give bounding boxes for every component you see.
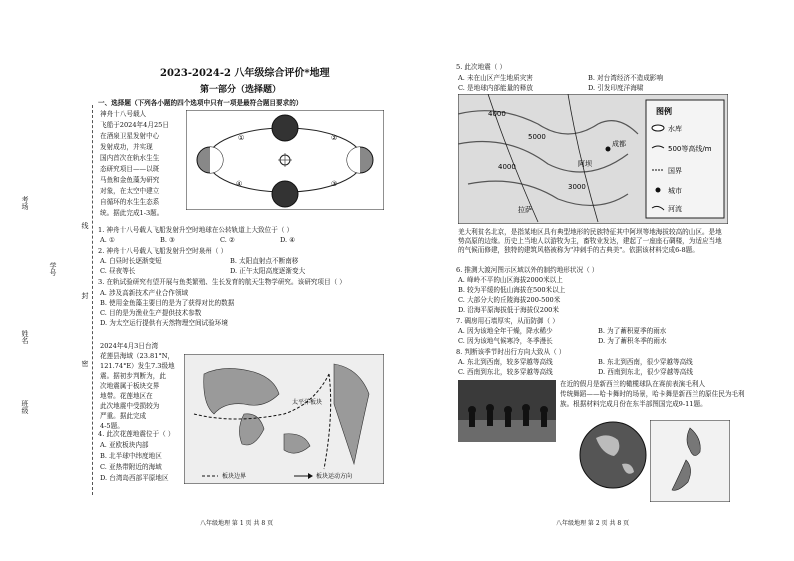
page-footer-1: 八年级地理 第 1 页 共 8 页	[200, 520, 274, 527]
q6-stem: 6. 推测大渡河图示区域以外的制约地形状况（ ）	[456, 266, 599, 274]
binding-hall-label: 考场	[21, 196, 29, 210]
binding-line	[92, 105, 93, 495]
q1-option: B. ③	[160, 236, 175, 244]
page-footer-2: 八年级地理 第 2 页 共 8 页	[556, 520, 630, 527]
q2-option: C. 昼夜等长	[100, 267, 136, 275]
binding-class-label: 班级	[21, 400, 29, 414]
q5-option: D. 引发印度洋海啸	[588, 84, 644, 92]
q7-stem: 7. 碉房用石墙厚实，从而防御（ ）	[456, 317, 559, 325]
q2-stem: 2. 神舟十八号载人飞船发射升空时泉州（ ）	[98, 247, 228, 255]
intro1-line: 统。据此完成1-3题。	[100, 209, 164, 217]
q1-option: A. ①	[100, 236, 115, 244]
intro2-line: 次地震属于板块交界	[100, 382, 160, 390]
q2-option: D. 正午太阳高度逐渐变大	[230, 267, 306, 275]
intro1-line: 发射成功，并实现	[100, 143, 153, 151]
q3-option: D. 为太空运行提供有天然物理空间试验环境	[100, 319, 228, 327]
binding-dash-label: 密	[81, 360, 89, 367]
legend-boundary: 板块边界	[222, 473, 247, 480]
legend-item: 500等高线/m	[668, 145, 712, 153]
orbit-label: ③	[331, 180, 338, 188]
q8-stem: 8. 判断该季节时出行方向大致从（ ）	[456, 348, 566, 356]
orbit-label: ②	[331, 134, 338, 142]
orbit-label: ①	[238, 134, 245, 142]
q5-option: B. 对台湾经济不造成影响	[588, 74, 663, 82]
q8-option: B. 东北到西南，很少穿越等高线	[598, 358, 693, 366]
orbit-label: ④	[236, 180, 243, 188]
passage2: 羌大利贫名北京，是指某地区具有典型地形的民族特征其中阿坝等地海拔较高的山区。是地势高原的边缘。历史上当地人以游牧为主，畜牧业发达，建起了一座座石碉楼，为适应当地的气候而修建，独特的建筑风格被称为"冲刺手的古典美"。依据该材料完成6-8题。	[458, 228, 722, 254]
legend-title: 图例	[656, 107, 672, 116]
contour-label: 4000	[488, 110, 506, 118]
nz-inset-map	[650, 420, 730, 502]
part-title: 第一部分（选择题）	[200, 85, 282, 95]
q3-option: C. 目的是为渔业生产提供技术参数	[100, 309, 202, 317]
q1-option: C. ②	[220, 236, 235, 244]
intro2-line: 2024年4月3日台湾	[100, 342, 159, 350]
q3-option: B. 使用金鱼藻主要目的是为了获得对比的数据	[100, 299, 235, 307]
orbit-diagram	[186, 110, 384, 210]
intro1-line: 国内首次在轨水生生	[100, 154, 160, 162]
contour-label: 4000	[498, 163, 516, 171]
binding-seat-label: 学号	[49, 262, 57, 276]
q4-option: A. 亚欧板块内部	[100, 441, 149, 449]
q2-option: B. 太阳直射点不断南移	[230, 257, 299, 265]
contour-label: 5000	[528, 133, 546, 141]
intro2-line: 花莲县海域（23.81°N，	[100, 352, 175, 360]
q7-option: D. 为了蓄积冬季的雨水	[598, 337, 667, 345]
q7-option: C. 因为该地气候寒冷，冬季漫长	[458, 337, 553, 345]
intro1-line: 对象，在太空中建立	[100, 187, 160, 195]
intro1-line: 态研究项目——以斑	[100, 165, 160, 173]
legend-motion: 板块运动方向	[316, 473, 353, 480]
passage3-line: 传统舞蹈——哈卡舞时的场景，哈卡舞是新西兰的原住民为毛利	[560, 390, 745, 398]
q5-option: A. 未在山区产生地质灾害	[458, 74, 533, 82]
q8-option: A. 东北到西南，较多穿越等高线	[458, 358, 553, 366]
place-label: 阿坝	[578, 160, 592, 168]
intro1-line: 在酒泉卫星发射中心	[100, 132, 160, 140]
intro2-line: 严重。据此完成	[100, 412, 147, 420]
q8-option: D. 西南到东北，很少穿越等高线	[598, 368, 693, 376]
q3-option: A. 涉及高新技术产业合作领域	[100, 289, 189, 297]
passage3-line: 族。根据材料完成月份在东半部图国完成9-11题。	[560, 400, 707, 408]
q4-option: B. 北半球中纬度地区	[100, 452, 162, 460]
q3-stem: 3. 在轨试验研究有望开展与鱼类繁殖、生长发育的航天生物学研究。该研究项目（ ）	[98, 278, 346, 286]
q1-option: D. ④	[280, 236, 296, 244]
passage3-line: 在近的假月是新西兰的橄榄球队在赛前表演毛利人	[560, 380, 706, 388]
q8-option: C. 西南到东北，较多穿越等高线	[458, 368, 553, 376]
intro2-line: 此次地震中受损较为	[100, 402, 160, 410]
legend-item: 城市	[668, 187, 682, 195]
globe-image	[578, 420, 648, 490]
intro2-line: 4-5题。	[100, 422, 124, 430]
q7-option: B. 为了蓄积夏季的雨水	[598, 327, 667, 335]
haka-photo	[458, 380, 556, 442]
q4-option: C. 亚热带附近的海域	[100, 463, 162, 471]
intro1-line: 马鱼和金鱼藻为研究	[100, 176, 160, 184]
q5-stem: 5. 此次地震（ ）	[456, 63, 507, 71]
q6-option: C. 大部分大的丘陵海拔200-500米	[458, 296, 561, 304]
q6-option: D. 沿海平原海拔低于海拔仅200米	[458, 306, 559, 314]
q4-stem: 4. 此次花莲地震位于（ ）	[98, 430, 175, 438]
binding-name-label: 姓名	[21, 330, 29, 344]
section-instruction: 一、选择题（下列各小题的四个选项中只有一项是最符合题目要求的）	[98, 99, 303, 107]
binding-line-label: 线	[81, 222, 89, 229]
legend-item: 水库	[668, 125, 682, 133]
q6-option: B. 较为平缓的低山海拔在500米以上	[458, 286, 566, 294]
intro1-line: 神舟十八号载人	[100, 110, 147, 118]
q2-option: A. 白昼时长逐渐变短	[100, 257, 162, 265]
intro2-line: 地带。花莲地区在	[100, 392, 153, 400]
ocean-label: 太平洋板块	[292, 399, 323, 406]
q6-option: A. 峰岭不平的山区海拔2000米以上	[458, 276, 563, 284]
intro2-line: 121.74°E）发生7.3级地	[100, 362, 175, 370]
contour-label: 3000	[568, 183, 586, 191]
intro1-line: 飞船于2024年4月25日	[100, 121, 169, 129]
intro1-line: 自循环的水生生态系	[100, 198, 160, 206]
intro2-line: 震。据初步判断为，此	[100, 372, 166, 380]
q5-option: C. 是地球内部能量的释放	[458, 84, 533, 92]
city-label: 拉萨	[518, 206, 532, 214]
city-label: 成都	[612, 140, 626, 148]
legend-item: 国界	[668, 167, 682, 175]
page-title: 2023-2024-2 八年级综合评价*地理	[160, 68, 330, 79]
q4-option: D. 台湾岛西部平原地区	[100, 474, 169, 482]
plate-map	[184, 354, 384, 484]
binding-seal-label: 封	[81, 292, 89, 299]
legend-item: 河流	[668, 205, 682, 213]
q7-option: A. 因为该地全年干燥，降水稀少	[458, 327, 553, 335]
topo-map	[458, 94, 728, 224]
q1-stem: 1. 神舟十八号载人飞船发射升空时地球在公转轨道上大致位于（ ）	[98, 226, 294, 234]
